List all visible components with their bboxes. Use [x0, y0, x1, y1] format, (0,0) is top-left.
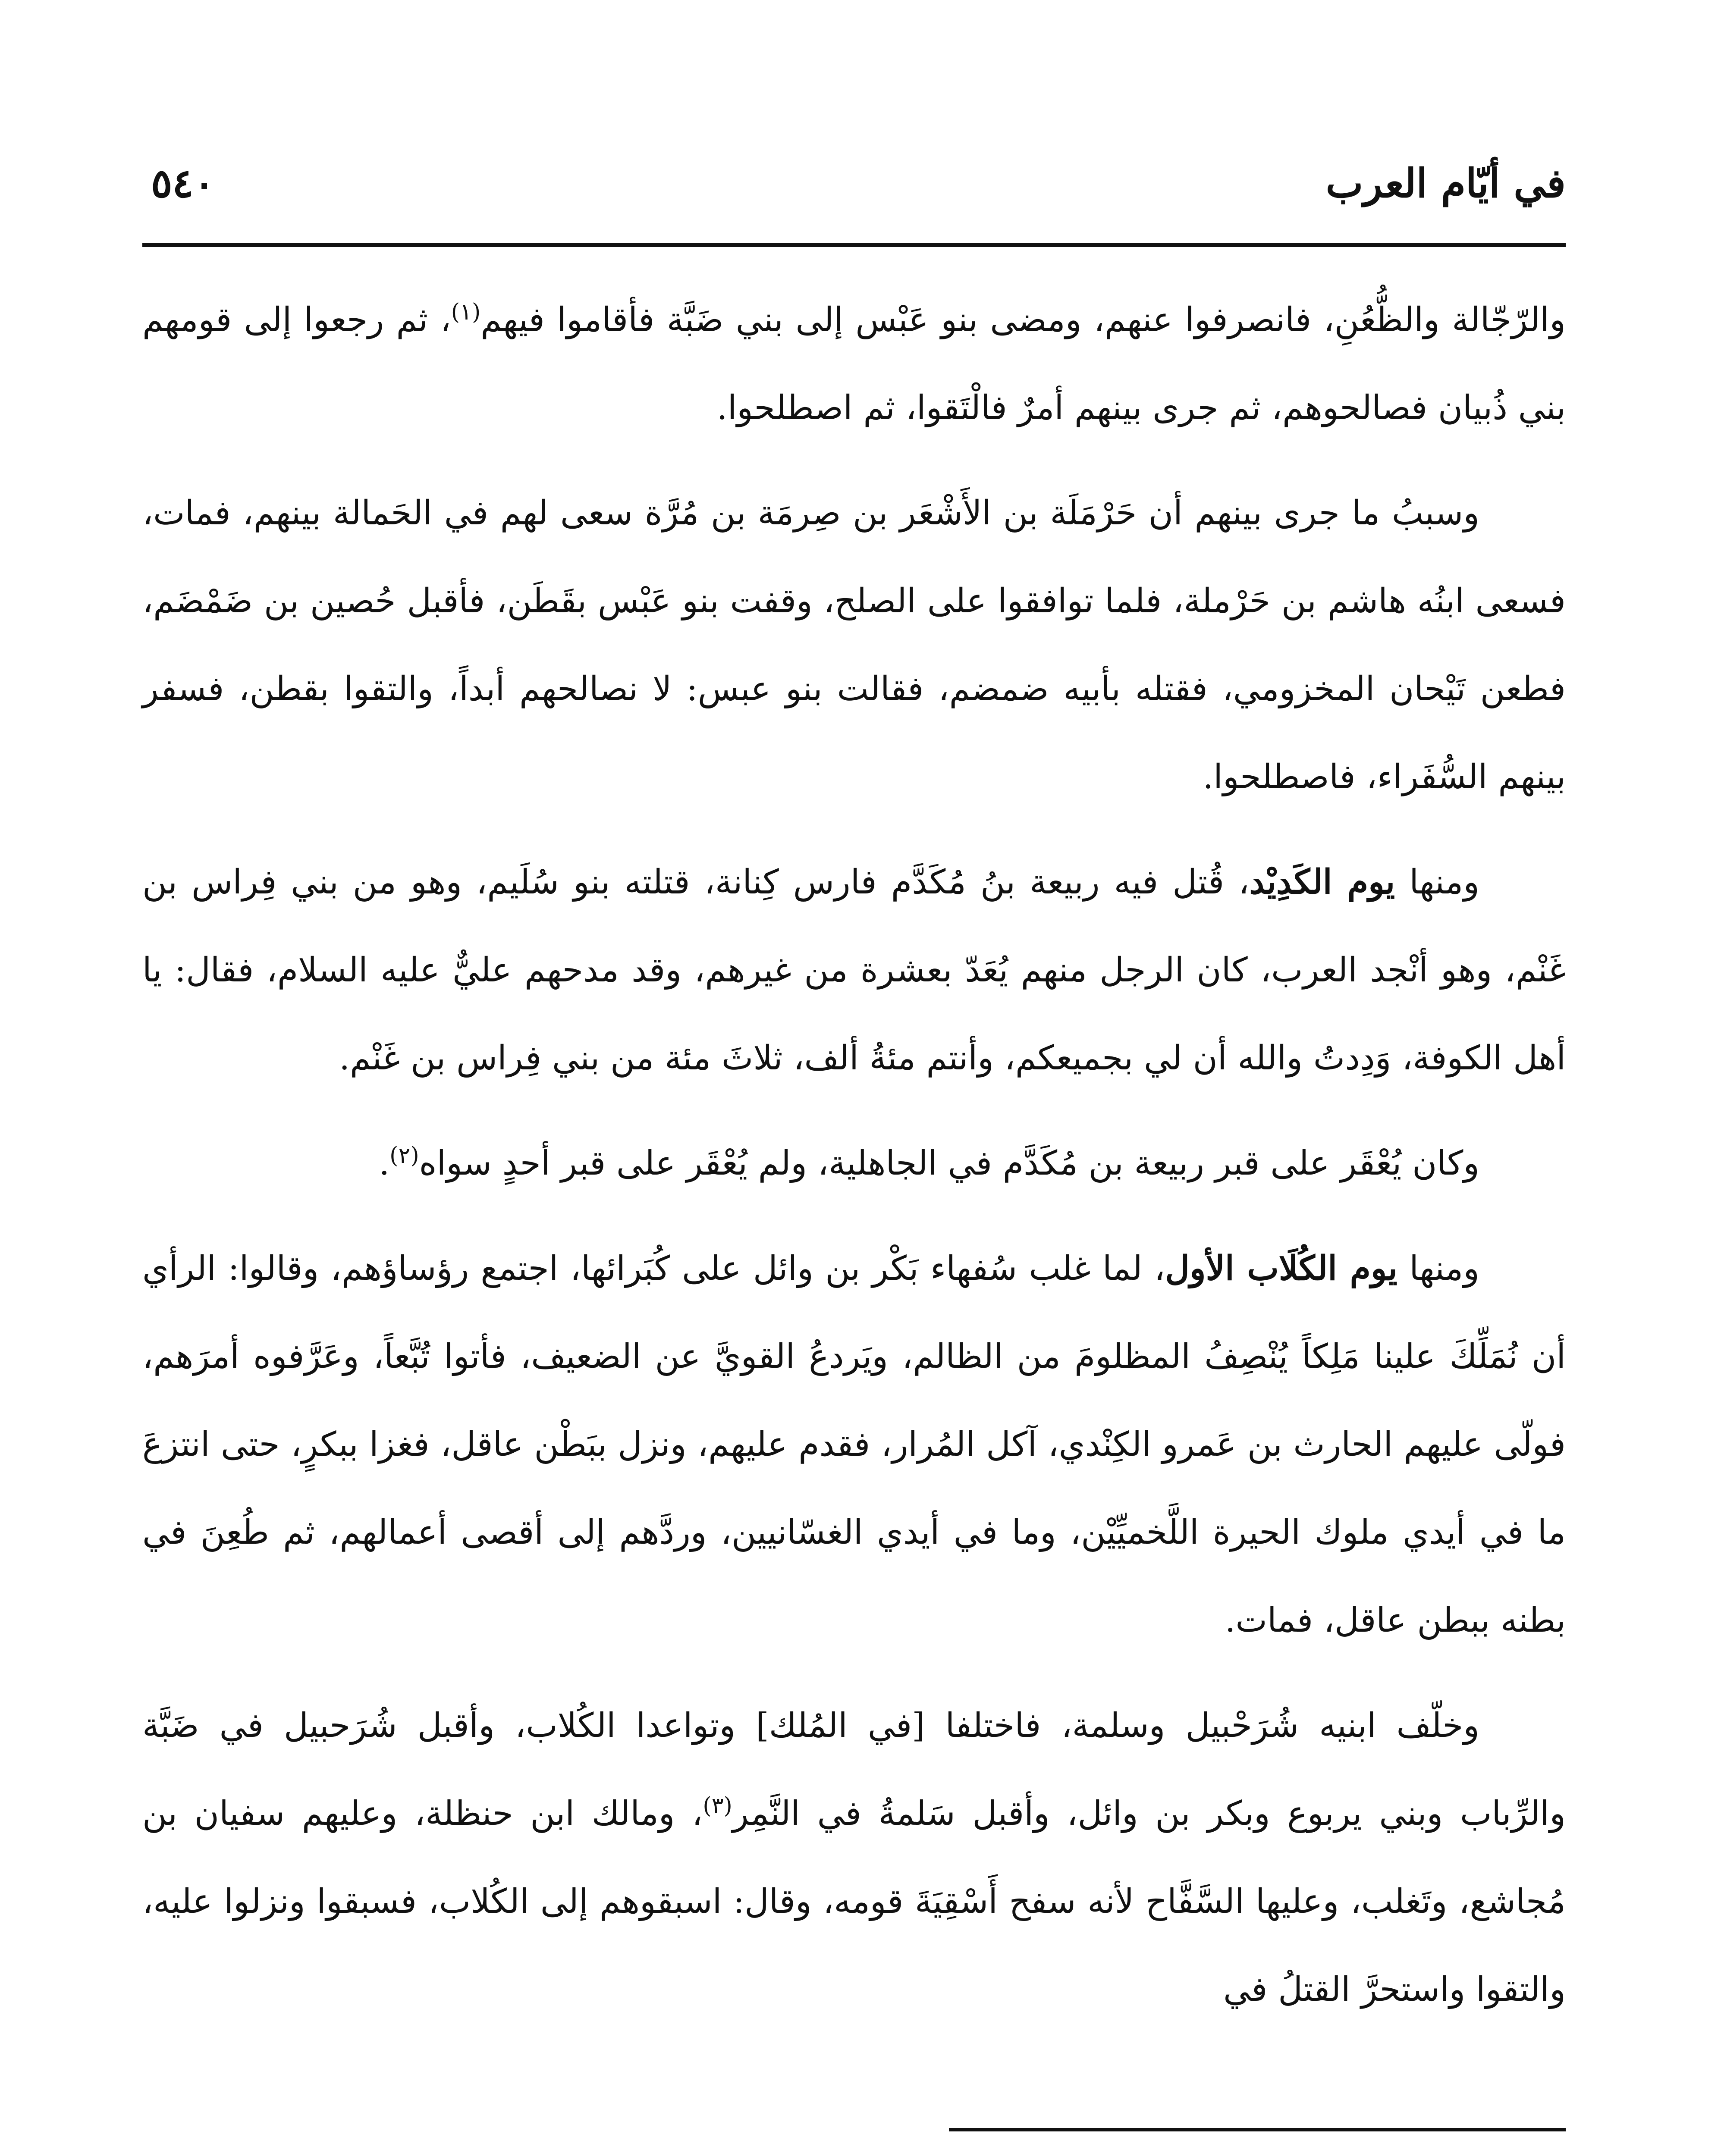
paragraph-lead: ومنها: [1397, 1249, 1480, 1288]
paragraph-text: والرّجّالة والظُّعُنِ، فانصرفوا عنهم، ومضى بنو عَبْس إلى بني ضَبَّة فأقاموا فيهم: [480, 301, 1566, 339]
page-number: ٥٤٠: [151, 160, 215, 207]
paragraph-1: [142, 276, 1566, 452]
paragraph-text: وكان يُعْقَر على قبر ربيعة بن مُكَدَّم في الجاهلية، ولم يُعْقَر على قبر أحدٍ سواه: [419, 1144, 1479, 1183]
paragraph-text: ، لما غلب سُفهاء بَكْر بن وائل على كُبَرائها، اجتمع رؤساؤهم، وقالوا: الرأي أن نُمَلِّكَ علينا مَلِكاً يُنْصِفُ المظلومَ من الظالم، ويَردعُ القويَّ عن الضعيف، فأتوا تُبَّعاً، وعَرَّفوه أمرَهم، فولّى عليهم الحارث بن عَمرو الكِنْدي، آكل المُرار، فقدم عليهم، ونزل ببَطْن عاقل، فغزا ببكرٍ، حتى انتزعَ ما في أيدي ملوك الحيرة اللَّخميِّيْن، وما في أيدي الغسّانيين، وردَّهم إلى أقصى أعمالهم، ثم طُعِنَ في بطنه ببطن عاقل، فمات.: [142, 1249, 1566, 1640]
paragraph-2: وسببُ ما جرى بينهم أن حَرْمَلَة بن الأَشْعَر بن صِرمَة بن مُرَّة سعى لهم في الحَمالة بينهم، فمات، فسعى ابنُه هاشم بن حَرْملة، فلما توافقوا على الصلح، وقفت بنو عَبْس بقَطَن، فأقبل حُصين بن ضَمْضَم، فطعن تَيْحان المخزومي، فقتله بأبيه ضمضم، فقالت بنو عبس: لا نصالحهم أبداً، والتقوا بقطن، فسفر بينهم السُّفَراء، فاصطلحوا.: [142, 494, 1566, 796]
paragraph-5: [142, 1225, 1566, 1664]
footnotes: [142, 2152, 1566, 2156]
paragraph-3: [142, 838, 1566, 1102]
paragraph-4: [142, 1119, 1566, 1207]
paragraph-text: ، ثم رجعوا إلى قومهم بني ذُبيان فصالحوهم، ثم جرى بينهم أمرٌ فالْتَقوا، ثم اصطلحوا.: [142, 301, 1566, 427]
paragraph-lead: ومنها: [1395, 863, 1479, 902]
footnote-ref-2: (٢): [389, 1143, 419, 1169]
page-header: [142, 155, 1566, 220]
footnote-ref-1: (١): [451, 299, 481, 325]
day-name-kadid: يوم الكَدِيْد: [1249, 862, 1395, 902]
paragraph-text: وخلّف ابنيه شُرَحْبيل وسلمة، فاختلفا [في المُلك] وتواعدا الكُلاب، وأقبل شُرَحبيل في ضَبَّة والرِّباب وبني يربوع وبكر بن وائل، وأقبل سَلمةُ في النَّمِر: [142, 1706, 1566, 1833]
main-text: [142, 276, 1566, 2051]
running-title: في أيّام العرب: [1325, 160, 1566, 207]
footnote-ref-3: (٣): [703, 1793, 732, 1819]
paragraph-text: ، ومالك ابن حنظلة، وعليهم سفيان بن مُجاشع، وتَغلب، وعليها السَّفَّاح لأنه سفح أَسْقِيَةَ قومه، وقال: اسبقوهم إلى الكُلاب، فسبقوا ونزلوا عليه، والتقوا واستحرَّ القتلُ في: [142, 1794, 1566, 2009]
footnote-number: [1526, 2152, 1566, 2156]
day-name-kulab: يوم الكُلَاب الأول: [1165, 1249, 1397, 1288]
header-rule: [142, 243, 1566, 247]
footnote-rule: [949, 2128, 1566, 2131]
paragraph-6: [142, 1682, 1566, 2034]
paragraph-text: ، قُتل فيه ربيعة بنُ مُكَدَّم فارس كِنانة، قتلته بنو سُلَيم، وهو من بني فِراس بن غَنْم، وهو أنْجد العرب، كان الرجل منهم يُعَدّ بعشرة من غيرهم، وقد مدحهم عليٌّ عليه السلام، فقال: يا أهل الكوفة، وَدِدتُ والله أن لي بجميعكم، وأنتم مئةُ ألف، ثلاثَ مئة من بني فِراس بن غَنْم.: [142, 863, 1566, 1078]
paragraph-text: .: [379, 1144, 390, 1183]
footnote-1: [142, 2152, 1566, 2156]
